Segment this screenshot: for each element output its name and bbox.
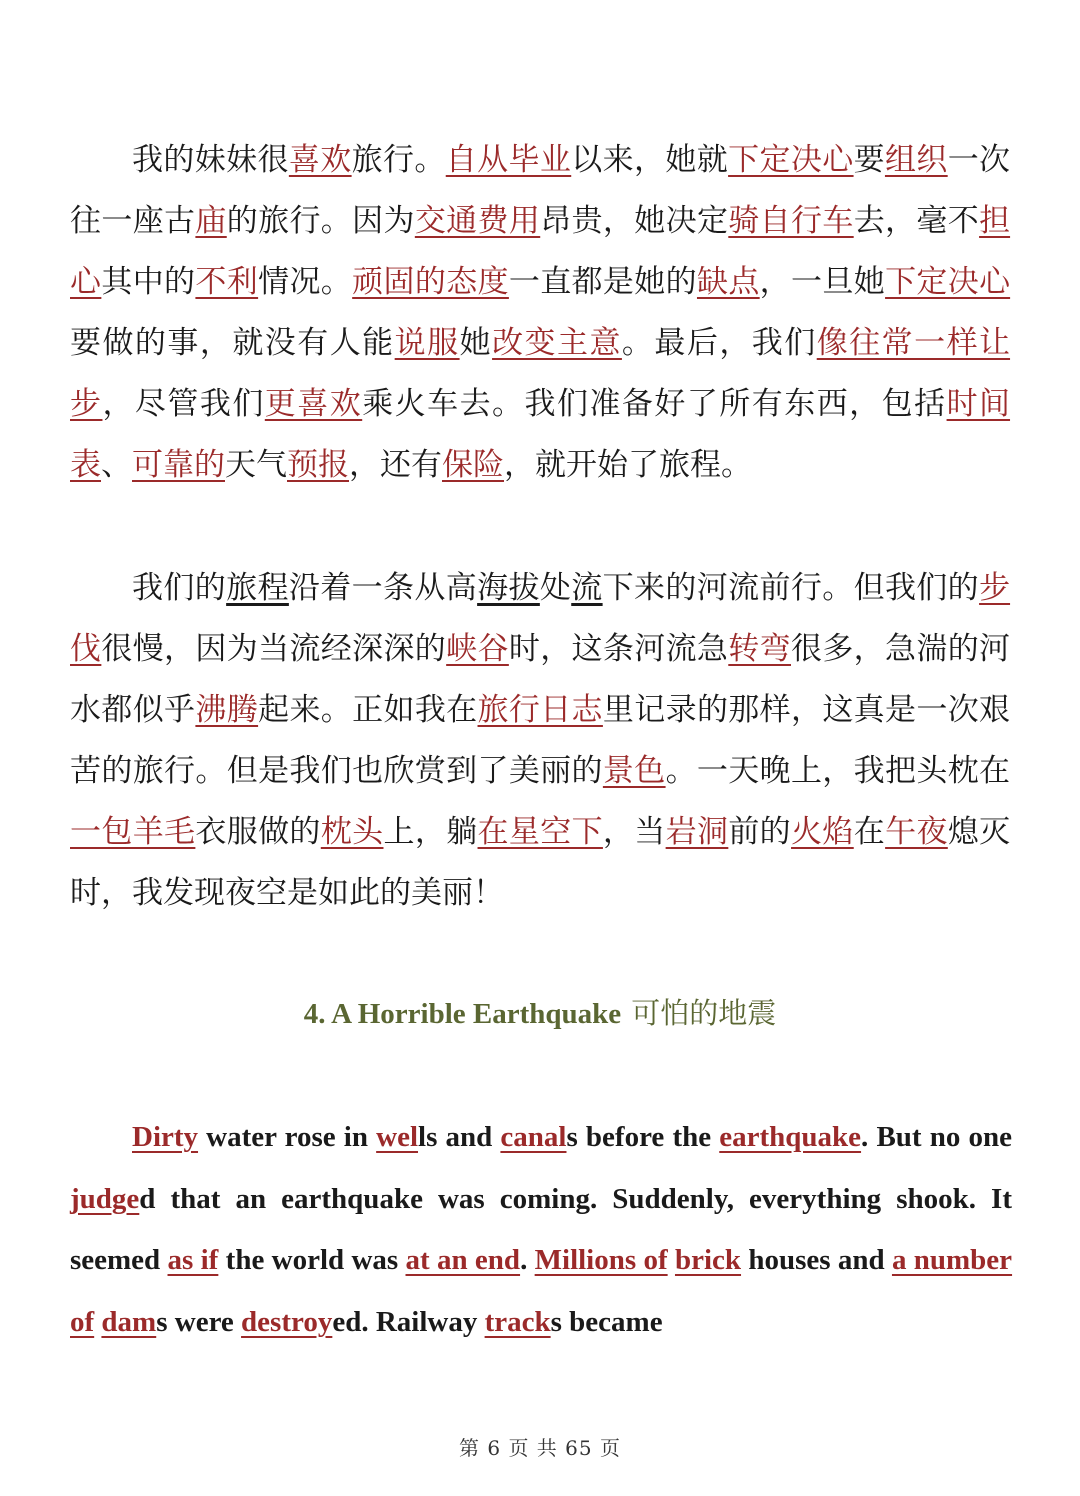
vocab-highlight: a number of: [70, 1244, 1013, 1338]
vocab-highlight: 更喜欢: [264, 386, 363, 422]
vocab-highlight: 庙: [195, 203, 227, 239]
vocab-highlight: judge: [70, 1182, 140, 1215]
vocab-highlight: track: [484, 1305, 551, 1338]
text-run: 其中的: [101, 264, 196, 300]
vocab-highlight: 不利: [195, 264, 259, 300]
text-run: s became: [550, 1305, 663, 1338]
text-run: 起来。正如我在: [258, 692, 478, 728]
section-heading: [0, 988, 1080, 1039]
text-run: 要做的事，就没有人能: [70, 325, 395, 361]
paragraph-3-english: [70, 1107, 1012, 1353]
underlined-text: 旅程: [226, 570, 289, 606]
vocab-highlight: 峡谷: [446, 631, 509, 667]
vocab-highlight: 说服: [394, 325, 460, 361]
text-run: 以来，她就: [571, 142, 729, 178]
text-run: 、: [101, 447, 132, 483]
vocab-highlight: 担心: [70, 203, 1011, 300]
text-run: 前的: [728, 814, 792, 850]
text-run: 要: [853, 142, 885, 178]
heading-english: 4. A Horrible Earthquake: [303, 998, 622, 1030]
text-run: 我的妹妹很: [132, 142, 289, 178]
vocab-highlight: 旅行日志: [477, 692, 603, 728]
vocab-highlight: at an end: [405, 1244, 521, 1276]
text-run: ls and: [418, 1121, 501, 1153]
text-run: 我们的: [132, 570, 227, 606]
text-run: ，当: [602, 814, 666, 850]
vocab-highlight: earthquake: [719, 1121, 862, 1153]
text-run: 下来的河流前行。但我们的: [602, 570, 980, 606]
text-run: s were: [156, 1305, 242, 1338]
vocab-highlight: 步伐: [70, 570, 1011, 667]
text-run: 乘火车去。我们准备好了所有东西，包括: [362, 386, 947, 422]
vocab-highlight: 岩洞: [665, 814, 729, 850]
text-run: 一直都是她的: [508, 264, 697, 300]
vocab-highlight: 火焰: [791, 814, 854, 850]
text-run: 天气: [225, 447, 287, 483]
text-run: 熄灭时，我发现夜空是如此的美丽！: [70, 814, 1011, 911]
text-run: 很慢，因为当流经深深的: [101, 631, 447, 667]
vocab-highlight: 沸腾: [195, 692, 259, 728]
vocab-highlight: dam: [101, 1305, 157, 1338]
text-run: water rose in: [198, 1121, 377, 1153]
vocab-highlight: 缺点: [696, 264, 760, 300]
text-run: . But no one: [861, 1121, 1012, 1153]
text-run: 的旅行。因为: [226, 203, 415, 239]
text-run: ，一旦她: [759, 264, 886, 300]
vocab-highlight: 像往常一样让步: [70, 325, 1011, 422]
text-run: 衣服做的: [195, 814, 321, 850]
vocab-highlight: 保险: [442, 447, 504, 483]
paragraph-1: [70, 130, 1010, 496]
text-run: ed. Railway: [332, 1305, 485, 1338]
text-run: 沿着一条从高: [288, 570, 478, 606]
vocab-highlight: 喜欢: [288, 142, 352, 178]
vocab-highlight: destroy: [241, 1305, 333, 1338]
vocab-highlight: 骑自行车: [728, 203, 854, 239]
text-run: houses and: [741, 1244, 892, 1276]
text-run: d that an earthquake was coming. Suddenly, everything shook. It seemed: [70, 1182, 1012, 1276]
text-run: ，还有: [349, 447, 442, 483]
text-run: 。一天晚上，我把头枕在: [665, 753, 1011, 789]
vocab-highlight: 在星空下: [477, 814, 603, 850]
text-run: ，尽管我们: [102, 386, 265, 422]
text-run: 很多，急湍的河水都似乎: [70, 631, 1011, 728]
page-footer: 第 6 页 共 65 页: [459, 1436, 621, 1460]
text-run: .: [520, 1244, 535, 1276]
vocab-highlight: as if: [167, 1244, 219, 1276]
vocab-highlight: canal: [500, 1121, 567, 1153]
vocab-highlight: Millions of: [534, 1244, 668, 1276]
heading-chinese: 可怕的地震: [631, 996, 777, 1030]
text-run: 情况。: [258, 264, 353, 300]
vocab-highlight: 预报: [287, 447, 349, 483]
text-run: 处: [539, 570, 572, 606]
text-run: [668, 1244, 675, 1276]
vocab-highlight: 自从毕业: [445, 142, 572, 178]
vocab-highlight: 午夜: [885, 814, 948, 850]
text-run: ，就开始了旅程。: [504, 447, 752, 483]
text-run: 里记录的那样，这真是一次艰苦的旅行。但是我们也欣赏到了美丽的: [70, 692, 1011, 789]
vocab-highlight: 下定决心: [728, 142, 854, 178]
vocab-highlight: 景色: [602, 753, 666, 789]
text-run: 。最后，我们: [621, 325, 817, 361]
text-run: 旅行。: [351, 142, 446, 178]
vocab-highlight: 改变主意: [492, 325, 622, 361]
vocab-highlight: 时间表: [70, 386, 1011, 483]
text-run: 上，躺: [383, 814, 478, 850]
text-run: 在: [853, 814, 886, 850]
vocab-highlight: 下定决心: [885, 264, 1011, 300]
text-run: 一次往一座古: [70, 142, 1011, 239]
text-run: 她: [459, 325, 493, 361]
vocab-highlight: Dirty: [132, 1121, 199, 1153]
vocab-highlight: 顽固的态度: [352, 264, 509, 300]
paragraph-2: [70, 558, 1010, 924]
text-run: the world was: [218, 1244, 406, 1276]
underlined-text: 海拔: [477, 570, 540, 606]
vocab-highlight: wel: [376, 1121, 419, 1153]
text-run: s before the: [566, 1121, 720, 1153]
text-run: 时，这条河流急: [508, 631, 729, 667]
vocab-highlight: 可靠的: [132, 447, 225, 483]
vocab-highlight: brick: [674, 1244, 742, 1276]
text-run: 去，毫不: [853, 203, 980, 239]
underlined-text: 流: [571, 570, 603, 606]
vocab-highlight: 枕头: [320, 814, 384, 850]
vocab-highlight: 交通费用: [414, 203, 541, 239]
vocab-highlight: 一包羊毛: [70, 814, 196, 850]
vocab-highlight: 转弯: [728, 631, 791, 667]
vocab-highlight: 组织: [884, 142, 948, 178]
text-run: 昂贵，她决定: [540, 203, 729, 239]
